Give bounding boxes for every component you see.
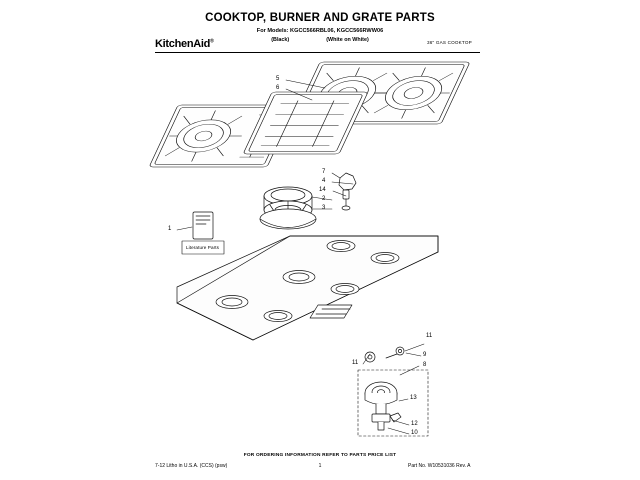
- callout-12: 12: [411, 421, 418, 427]
- page-number: 1: [318, 463, 322, 469]
- callout-2: 2: [322, 196, 326, 202]
- callout-11-left: 11: [352, 360, 359, 366]
- callout-1: 1: [168, 226, 172, 232]
- part-number: Part No. W10531036 Rev. A: [408, 463, 471, 469]
- callout-4: 4: [322, 178, 326, 184]
- brand-text: KitchenAid: [155, 38, 211, 50]
- color-black: (Black): [271, 37, 290, 43]
- callout-5: 5: [276, 76, 280, 82]
- ordering-note: FOR ORDERING INFORMATION REFER TO PARTS PRICE LIST: [243, 453, 397, 458]
- grate-middle: [243, 92, 368, 154]
- callout-9: 9: [423, 352, 427, 358]
- models-label: For Models: KGCC566RBL06, KGCC566RWW06: [256, 28, 384, 34]
- literature-parts-label: Literature Parts: [186, 245, 220, 250]
- print-info: 7‑12 Litho in U.S.A. (CCS) (psw): [155, 463, 228, 469]
- callout-13: 13: [410, 395, 417, 401]
- callout-7: 7: [322, 169, 326, 175]
- color-white: (White on White): [326, 37, 369, 43]
- hardware-screw-left: [365, 352, 375, 362]
- callout-8: 8: [423, 362, 427, 368]
- page-title: COOKTOP, BURNER AND GRATE PARTS: [205, 12, 435, 24]
- callout-3: 3: [322, 205, 326, 211]
- callout-10: 10: [411, 430, 418, 436]
- cooktop-size-label: 36" GAS COOKTOP: [427, 40, 472, 45]
- callout-11-upper: 11: [426, 333, 433, 339]
- callout-6: 6: [276, 85, 280, 91]
- cooktop-surface: [177, 236, 438, 340]
- burner-assembly-exploded: [260, 173, 356, 229]
- igniter-part: [339, 173, 356, 210]
- registered-mark-icon: ®: [210, 38, 214, 45]
- callout-14: 14: [319, 187, 326, 193]
